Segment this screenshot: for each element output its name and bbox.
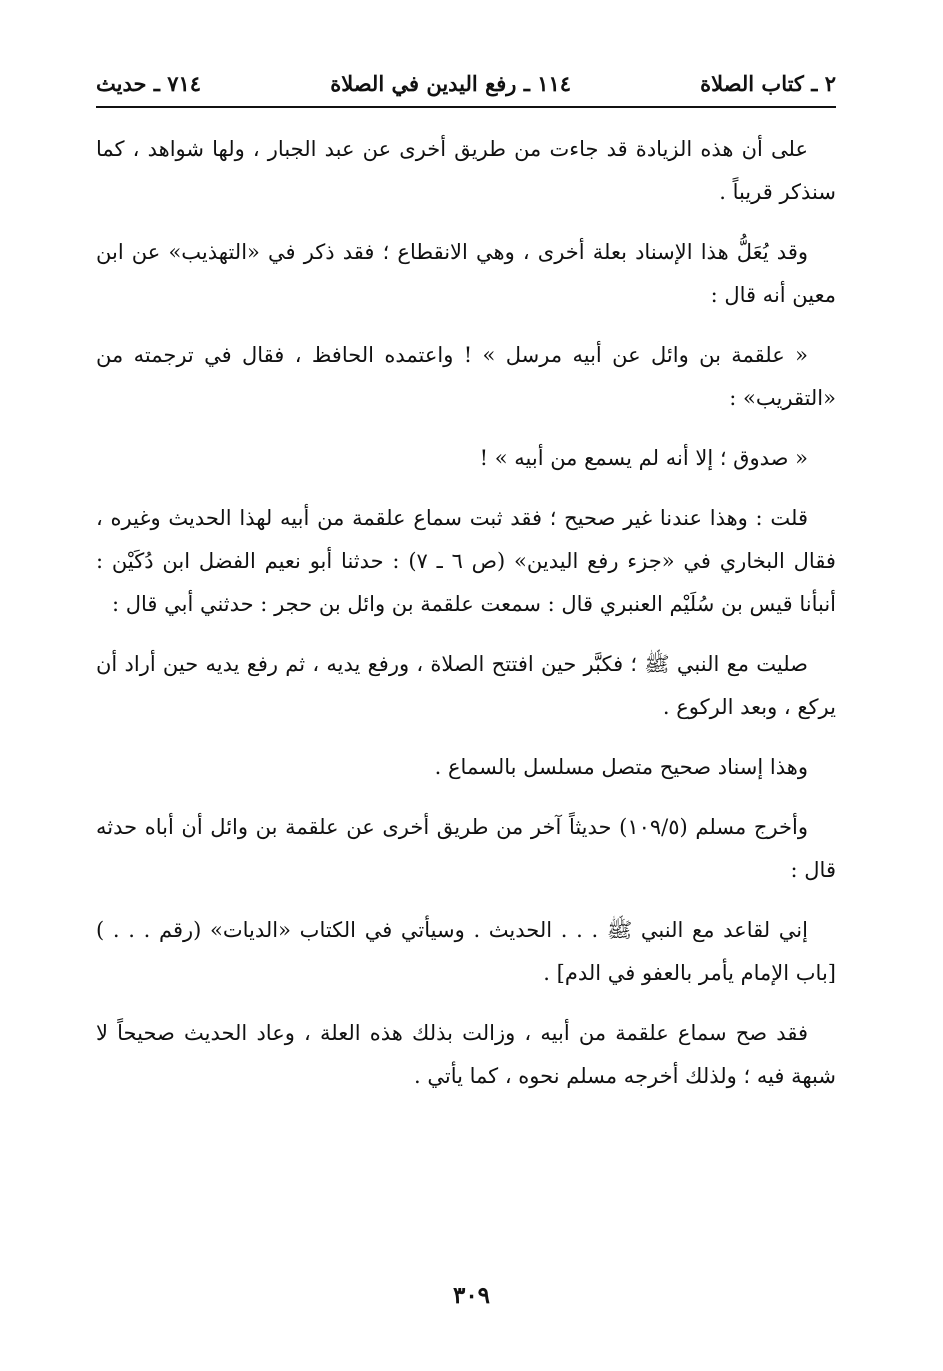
- paragraph: وقد يُعَلُّ هذا الإسناد بعلة أخرى ، وهي الانقطاع ؛ فقد ذكر في «التهذيب» عن ابن معين أنه قال :: [96, 240, 836, 307]
- paragraph: وأخرج مسلم (١٠٩/٥) حديثاً آخر من طريق أخرى عن علقمة بن وائل أن أباه حدثه قال :: [96, 815, 836, 882]
- header-section: ١١٤ ـ رفع اليدين في الصلاة: [330, 71, 572, 96]
- page-number: ٣٠٩: [452, 1282, 491, 1309]
- header-chapter: ٢ ـ كتاب الصلاة: [700, 71, 836, 96]
- paragraph: « صدوق ؛ إلا أنه لم يسمع من أبيه » !: [479, 446, 808, 470]
- header-divider: [96, 106, 836, 108]
- paragraph: فقد صح سماع علقمة من أبيه ، وزالت بذلك هذه العلة ، وعاد الحديث صحيحاً لا شبهة فيه ؛ ولذلك أخرجه مسلم نحوه ، كما يأتي .: [96, 1021, 836, 1088]
- paragraph: « علقمة بن وائل عن أبيه مرسل » ! واعتمده الحافظ ، فقال في ترجمته من «التقريب» :: [96, 343, 836, 410]
- paragraph: صليت مع النبي ﷺ ؛ فكبَّر حين افتتح الصلاة ، ورفع يديه ، ثم رفع يديه حين أراد أن يركع ، وبعد الركوع .: [96, 652, 836, 719]
- paragraph: قلت : وهذا عندنا غير صحيح ؛ فقد ثبت سماع علقمة من أبيه لهذا الحديث وغيره ، فقال البخاري في «جزء رفع اليدين» (ص ٦ ـ ٧) : حدثنا أبو نعيم الفضل ابن دُكَيْن : أنبأنا قيس بن سُلَيْم العنبري قال : سمعت علقمة بن وائل بن حجر : حدثني أبي قال :: [96, 506, 836, 616]
- paragraph: على أن هذه الزيادة قد جاءت من طريق أخرى عن عبد الجبار ، ولها شواهد ، كما سنذكر قريباً .: [96, 137, 836, 204]
- running-header: [96, 64, 836, 104]
- page-body: [96, 128, 836, 1098]
- book-page: [96, 64, 836, 1115]
- header-hadith-number: ٧١٤ ـ حديث: [96, 71, 202, 96]
- paragraph: إني لقاعد مع النبي ﷺ . . . الحديث . وسيأتي في الكتاب «الديات» (رقم . . . ) [باب الإمام يأمر بالعفو في الدم] .: [96, 918, 836, 985]
- paragraph: وهذا إسناد صحيح متصل مسلسل بالسماع .: [434, 755, 808, 779]
